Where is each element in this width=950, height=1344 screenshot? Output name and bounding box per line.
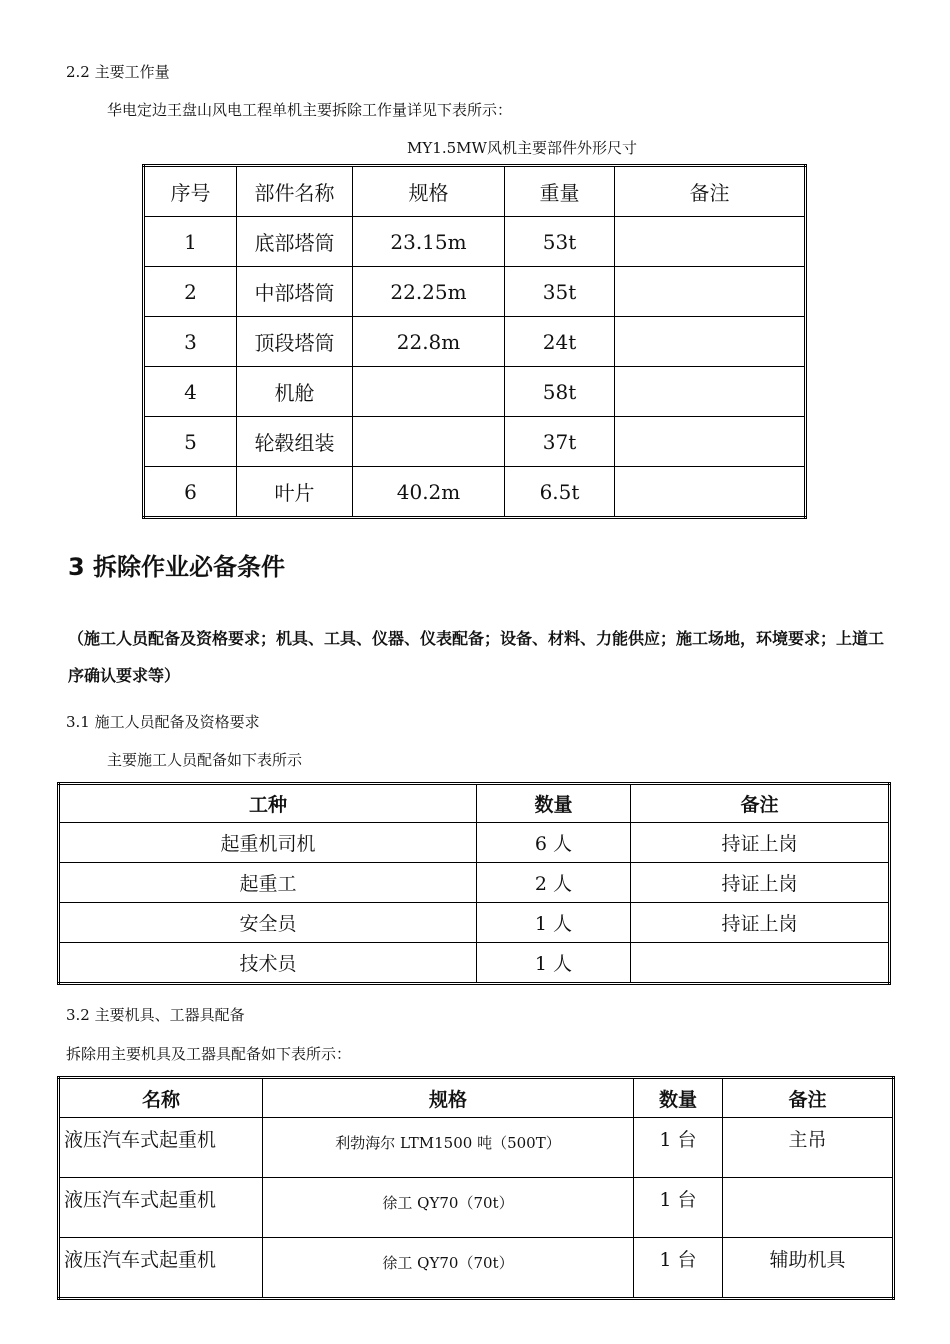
equipment-table: [57, 1076, 895, 1300]
table-cell: 1: [144, 217, 237, 267]
table-cell: 中部塔筒: [237, 267, 353, 317]
table-cell: 3: [144, 317, 237, 367]
table-cell: 徐工 QY70（70t）: [263, 1238, 634, 1299]
table-cell: [631, 943, 890, 984]
table-cell: 2 人: [477, 863, 631, 903]
table-cell: 2: [144, 267, 237, 317]
header-cell: 名称: [59, 1078, 263, 1118]
section-2-2-heading: 2.2 主要工作量: [66, 63, 170, 81]
header-cell: 规格: [263, 1078, 634, 1118]
table-cell: 40.2m: [353, 467, 505, 518]
table-row: [144, 467, 806, 518]
table-cell: [615, 217, 806, 267]
table-cell: 液压汽车式起重机: [59, 1118, 263, 1178]
table-cell: 安全员: [59, 903, 477, 943]
table-header-row: [144, 166, 806, 217]
table-cell: 液压汽车式起重机: [59, 1238, 263, 1299]
header-cell: 序号: [144, 166, 237, 217]
table-row: [144, 217, 806, 267]
table-cell: 22.8m: [353, 317, 505, 367]
table-row: [59, 1118, 894, 1178]
table-row: [144, 417, 806, 467]
table-cell: 6.5t: [505, 467, 615, 518]
table-header-row: [59, 784, 890, 823]
table-cell: 23.15m: [353, 217, 505, 267]
section-3-2-intro: 拆除用主要机具及工器具配备如下表所示：: [66, 1045, 352, 1063]
table-cell: 液压汽车式起重机: [59, 1178, 263, 1238]
table-cell: [615, 317, 806, 367]
header-cell: 工种: [59, 784, 477, 823]
personnel-table: [57, 782, 891, 985]
header-cell: 规格: [353, 166, 505, 217]
table-row: [59, 1178, 894, 1238]
table-cell: 1 台: [634, 1178, 723, 1238]
table-row: [144, 367, 806, 417]
section-2-2-intro: 华电定边王盘山风电工程单机主要拆除工作量详见下表所示：: [107, 101, 513, 119]
table-row: [144, 267, 806, 317]
table-row: [59, 903, 890, 943]
table-cell: 53t: [505, 217, 615, 267]
table-cell: 4: [144, 367, 237, 417]
table-cell: 叶片: [237, 467, 353, 518]
table-cell: [615, 267, 806, 317]
table-cell: 辅助机具: [723, 1238, 894, 1299]
table-row: [59, 1238, 894, 1299]
header-cell: 部件名称: [237, 166, 353, 217]
section-3-1-intro: 主要施工人员配备如下表所示: [107, 751, 303, 769]
table-cell: 6: [144, 467, 237, 518]
table-cell: [615, 417, 806, 467]
table-cell: 24t: [505, 317, 615, 367]
header-cell: 数量: [477, 784, 631, 823]
table-cell: 58t: [505, 367, 615, 417]
section-3-requirements: （施工人员配备及资格要求；机具、工具、仪器、仪表配备；设备、材料、力能供应；施工场地，环境要求；上道工序确认要求等）: [68, 629, 885, 685]
table-cell: 1 人: [477, 943, 631, 984]
table-cell: 37t: [505, 417, 615, 467]
table-row: [59, 823, 890, 863]
table-cell: 5: [144, 417, 237, 467]
table-cell: [615, 367, 806, 417]
table-cell: 轮毂组装: [237, 417, 353, 467]
header-cell: 数量: [634, 1078, 723, 1118]
table-cell: 起重机司机: [59, 823, 477, 863]
table-cell: [353, 367, 505, 417]
table-header-row: [59, 1078, 894, 1118]
section-3-1-heading: 3.1 施工人员配备及资格要求: [66, 713, 260, 731]
table-cell: 6 人: [477, 823, 631, 863]
table-cell: 1 台: [634, 1118, 723, 1178]
header-cell: 备注: [723, 1078, 894, 1118]
table-cell: 主吊: [723, 1118, 894, 1178]
table-cell: 机舱: [237, 367, 353, 417]
table-cell: 顶段塔筒: [237, 317, 353, 367]
table-cell: [353, 417, 505, 467]
table-cell: 技术员: [59, 943, 477, 984]
table-cell: 持证上岗: [631, 823, 890, 863]
section-3-2-heading: 3.2 主要机具、工器具配备: [66, 1006, 245, 1024]
section-3-heading: 3 拆除作业必备条件: [68, 553, 286, 581]
table-cell: 徐工 QY70（70t）: [263, 1178, 634, 1238]
table-row: [59, 863, 890, 903]
table-cell: 1 台: [634, 1238, 723, 1299]
header-cell: 重量: [505, 166, 615, 217]
table-cell: 起重工: [59, 863, 477, 903]
table-cell: 22.25m: [353, 267, 505, 317]
table-cell: 持证上岗: [631, 863, 890, 903]
table-cell: [723, 1178, 894, 1238]
header-cell: 备注: [615, 166, 806, 217]
table-row: [144, 317, 806, 367]
component-dimensions-table: [142, 164, 807, 519]
table-cell: [615, 467, 806, 518]
table-cell: 35t: [505, 267, 615, 317]
table-cell: 底部塔筒: [237, 217, 353, 267]
table-cell: 持证上岗: [631, 903, 890, 943]
table-row: [59, 943, 890, 984]
header-cell: 备注: [631, 784, 890, 823]
table1-caption: MY1.5MW风机主要部件外形尺寸: [407, 139, 637, 157]
table-cell: 利勃海尔 LTM1500 吨（500T）: [263, 1118, 634, 1178]
table-cell: 1 人: [477, 903, 631, 943]
